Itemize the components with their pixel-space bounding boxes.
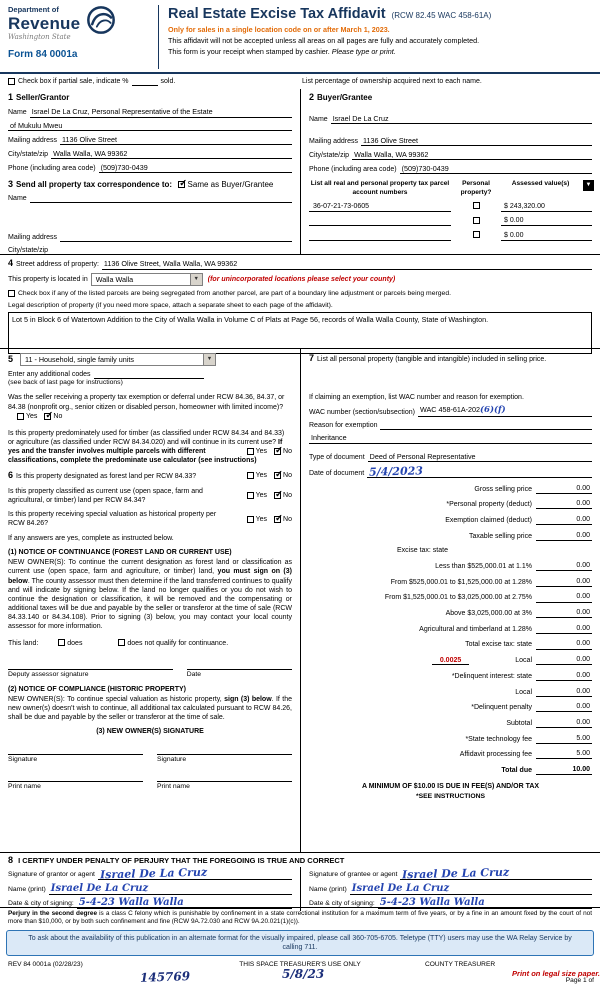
new-owner-signature-field[interactable] <box>157 745 292 755</box>
treasurer-stamp-date: 5/8/23 <box>282 967 325 981</box>
tax-line-exemption: Exemption claimed (deduct) 0.00 <box>445 515 590 524</box>
question-current-use: Is this property classified as current use (open space, farm and agricultural, or timber) land per RCW 84.34? Yes ✓ No <box>8 487 292 505</box>
correspondence-mailing-field[interactable] <box>60 233 292 242</box>
chevron-down-icon: ▼ <box>190 274 202 285</box>
correspondence-city-field[interactable] <box>51 246 292 254</box>
page-number: Page 1 of <box>565 977 594 985</box>
seller-mailing-label: Mailing address <box>8 137 58 145</box>
historic-yes-checkbox[interactable] <box>247 516 254 523</box>
document-date-field[interactable]: 5/4/2023 <box>367 466 592 478</box>
correspondence-city-label: City/state/zip <box>8 246 49 254</box>
tax-line-total-due: Total due 10.00 <box>501 765 590 774</box>
new-owner-signature-title: (3) NEW OWNER(S) SIGNATURE <box>96 728 204 736</box>
new-owner-print-field[interactable] <box>157 772 292 782</box>
department-of-label: Department of <box>8 5 59 14</box>
buyer-city-label: City/state/zip <box>309 152 350 160</box>
sold-label: sold. <box>160 77 176 85</box>
technology-fee-field[interactable]: 5.00 <box>536 734 592 744</box>
tax-line-tier3: From $1,525,000.01 to $3,025,000.00 at 2.75% 0.00 <box>384 593 590 602</box>
additional-codes-field[interactable] <box>94 370 204 379</box>
notice-compliance-body: NEW OWNER(S): To continue special valuation as historic property, sign (3) below. If the new owner(s) doesn't wish to continue, all additional tax calculated pursuant to RCW 84.26, shall be due and payable by the seller or transferor at the time of sale. <box>8 696 292 722</box>
buyer-phone-label: Phone (including area code) <box>309 166 397 174</box>
taxable-selling-price-field[interactable]: 0.00 <box>536 531 592 541</box>
excise-tax-state-header: Excise tax: state <box>397 547 448 555</box>
see-back-note: (see back of last page for instructions) <box>8 378 123 386</box>
exemption-intro: If claiming an exemption, list WAC number and reason for exemption. <box>309 393 524 401</box>
county-select[interactable]: Walla Walla ▼ <box>91 273 203 286</box>
property-location-section <box>0 254 600 349</box>
rcw-reference: (RCW 82.45 WAC 458-61A) <box>391 11 492 20</box>
rev-number: REV 84 0001a (02/28/23) <box>8 961 83 968</box>
tax-line-processing-fee: Affidavit processing fee 5.00 <box>459 750 590 759</box>
legal-description-field[interactable]: Lot 5 in Block 6 of Watertown Addition to the City of Walla Walla in Volume C of Plats at Page 56, records of Walla Walla County, State of Washington. <box>8 312 592 354</box>
exemption-yes-no: Yes ✓ No <box>12 412 62 421</box>
grantor-signature-field[interactable]: Israel De La Cruz <box>98 868 292 880</box>
form-number: Form 84 0001a <box>8 48 78 60</box>
agricultural-field[interactable]: 0.00 <box>536 624 592 634</box>
section7-number: 7 <box>309 353 315 363</box>
washington-state-label: Washington State <box>8 32 71 41</box>
local-tax-field[interactable]: 0.00 <box>536 655 592 665</box>
does-not-qualify-checkbox[interactable] <box>118 639 125 646</box>
seller-name-label: Name <box>8 109 27 117</box>
this-land-label: This land: <box>8 640 39 648</box>
deputy-date-field[interactable] <box>187 660 292 670</box>
timber-yes-no: Yes ✓ No <box>242 447 292 456</box>
tax-line-gross: Gross selling price 0.00 <box>474 484 590 493</box>
land-qualify-row: This land: does does not qualify for continuance. <box>8 640 229 648</box>
processing-fee-field[interactable]: 5.00 <box>536 749 592 759</box>
chevron-down-icon: ▼ <box>203 354 215 365</box>
exemption-no-checkbox[interactable] <box>44 413 51 420</box>
parcel-row <box>309 216 592 226</box>
partial-sale-label: Check box if partial sale, indicate % <box>18 77 129 85</box>
correspondence-intro: Send all property tax correspondence to: <box>16 179 173 189</box>
segregated-checkbox[interactable] <box>8 290 15 297</box>
parcel-number-field[interactable]: 36-07-21-73-0605 <box>309 202 451 212</box>
parcel-row <box>309 231 592 241</box>
parcel-row <box>309 202 592 212</box>
print-legal-size-note: Print on legal size paper. <box>512 969 600 978</box>
use-and-designation-column <box>0 349 300 852</box>
correspondence-name-field[interactable] <box>30 194 292 203</box>
grantee-print-field[interactable]: Israel De La Cruz <box>350 884 592 895</box>
see-instructions-note: *SEE INSTRUCTIONS <box>415 793 486 801</box>
revenue-wordmark: Revenue <box>8 13 81 33</box>
receipt-notice: This form is your receipt when stamped by cashier. Please type or print. <box>168 47 396 57</box>
section8-number: 8 <box>8 855 14 865</box>
correspondence-mailing-label: Mailing address <box>8 234 58 242</box>
tax-line-tier1: Less than $525,000.01 at 1.1% 0.00 <box>435 562 590 571</box>
tax-line-taxable: Taxable selling price 0.00 <box>468 531 590 540</box>
forest-yes-checkbox[interactable] <box>247 472 254 479</box>
total-due-field[interactable]: 10.00 <box>536 765 592 775</box>
document-type-label: Type of document <box>309 454 365 462</box>
ownership-note: List percentage of ownership acquired next to each name. <box>302 77 482 85</box>
tax-line-agricultural: Agricultural and timberland at 1.28% 0.00 <box>419 624 590 633</box>
same-as-buyer-checkbox[interactable] <box>178 181 185 188</box>
segregated-label: Check box if any of the listed parcels are being segregated from another parcel, are part of a boundary line adjustment or parcels being merged. <box>18 289 451 297</box>
forest-yes-no: Yes ✓ No <box>242 470 292 482</box>
partial-sale-checkbox[interactable] <box>8 78 15 85</box>
tax-line-delinquent-interest: *Delinquent interest: state 0.00 <box>451 671 590 680</box>
section3-number: 3 <box>8 178 14 189</box>
tier3-field[interactable]: 0.00 <box>536 592 592 602</box>
new-owner-signature-field[interactable] <box>8 745 143 755</box>
reason-exemption-label: Reason for exemption <box>309 421 378 429</box>
section4-number: 4 <box>8 258 14 268</box>
current-use-yes-checkbox[interactable] <box>247 492 254 499</box>
form-footer <box>0 957 600 988</box>
grantor-signature-label: Signature of grantor or agent <box>8 871 95 879</box>
personal-property-column-header: Personal property? <box>460 180 492 196</box>
gross-selling-price-field[interactable]: 0.00 <box>536 484 592 494</box>
timber-yes-checkbox[interactable] <box>247 448 254 455</box>
notice-continuance-title: (1) NOTICE OF CONTINUANCE (FOREST LAND OR CURRENT USE) <box>8 549 232 557</box>
personal-property-checkbox[interactable] <box>473 231 480 238</box>
street-address-field[interactable]: 1136 Olive Street, Walla Walla, WA 99362 <box>102 259 592 269</box>
buyer-name-field[interactable]: Israel De La Cruz <box>331 114 592 124</box>
personal-property-intro: 7 List all personal property (tangible and intangible) included in selling price. <box>309 353 547 363</box>
tax-line-subtotal: Subtotal 0.00 <box>506 718 590 727</box>
seller-city-label: City/state/zip <box>8 151 49 159</box>
tier4-field[interactable]: 0.00 <box>536 608 592 618</box>
personal-property-checkbox[interactable] <box>473 217 480 224</box>
tax-line-tier2: From $525,000.01 to $1,525,000.00 at 1.28% 0.00 <box>390 577 590 586</box>
section6-number: 6 <box>8 470 14 481</box>
question-forest-land: 6 Is this property designated as forest land per RCW 84.33? Yes ✓ No <box>8 470 292 482</box>
minimum-due-note: A MINIMUM OF $10.00 IS DUE IN FEE(S) AND/OR TAX <box>361 783 540 791</box>
deputy-signature-label: Deputy assessor signature <box>8 671 89 679</box>
perjury-notice: Perjury in the second degree is a class C felony which is punishable by confinement in a state correctional institution for a maximum term of five years, or by a fine in an amount fixed by the court of not more than $10,000, or by both such confinement and fine (RCW 9A.72.030 and RCW 9A.20.021(1)(c)). <box>8 910 592 925</box>
delinquent-interest-state-field[interactable]: 0.00 <box>536 671 592 681</box>
does-qualify-checkbox[interactable] <box>58 639 65 646</box>
certify-statement: I CERTIFY UNDER PENALTY OF PERJURY THAT THE FOREGOING IS TRUE AND CORRECT <box>18 856 345 865</box>
page-title: Real Estate Excise Tax Affidavit <box>168 6 386 22</box>
assessed-value-field[interactable]: $ 0.00 <box>501 231 592 241</box>
section2-number: 2 <box>309 92 315 102</box>
grantee-signature-label: Signature of grantee or agent <box>309 871 398 879</box>
wac-number-field[interactable]: WAC 458-61A-202(6)(f) <box>418 405 592 417</box>
table-dropdown-button[interactable]: ▼ <box>583 180 594 191</box>
parcel-number-field[interactable] <box>309 232 451 242</box>
tax-line-tier4: Above $3,025,000.00 at 3% 0.00 <box>445 609 590 618</box>
buyer-phone-field[interactable]: (509)730-0439 <box>400 164 592 174</box>
tier2-field[interactable]: 0.00 <box>536 577 592 587</box>
tax-section <box>300 349 600 852</box>
timber-no-checkbox[interactable] <box>274 448 281 455</box>
single-location-notice: Only for sales in a single location code on or after March 1, 2023. <box>168 25 390 35</box>
deputy-date-label: Date <box>186 671 202 679</box>
local-rate-value[interactable]: 0.0025 <box>432 657 469 665</box>
grantor-print-label: Name (print) <box>8 885 46 893</box>
wac-number-label: WAC number (section/subsection) <box>309 409 415 417</box>
new-owner-signature-row: Signature Signature <box>8 745 292 765</box>
acceptance-notice: This affidavit will not be accepted unless all areas on all pages are fully and accurately completed. <box>168 36 480 46</box>
parcel-number-field[interactable] <box>309 217 451 227</box>
seller-phone-field[interactable]: (509)730-0439 <box>99 163 292 173</box>
grantor-date-city-field[interactable]: 5-4-23 Walla Walla <box>77 898 292 909</box>
parcel-column-header: List all real and personal property tax parcel account numbers <box>310 180 450 196</box>
deputy-signature-field[interactable] <box>8 660 173 670</box>
unincorporated-note: (for unincorporated locations please select your county) <box>207 275 396 283</box>
new-owner-print-field[interactable] <box>8 772 143 782</box>
assessed-value-field[interactable]: $ 243,320.00 <box>501 202 592 212</box>
question-historic: Is this property receiving special valuation as historical property per RCW 84.26? Yes ✓ No <box>8 510 292 528</box>
tax-line-delinquent-local: Local 0.00 <box>515 687 590 696</box>
grantee-print-label: Name (print) <box>309 885 347 893</box>
buyer-name-label: Name <box>309 115 328 123</box>
correspondence-section <box>8 179 292 191</box>
section2-title: Buyer/Grantee <box>317 93 373 102</box>
seller-grantor-section <box>0 89 300 254</box>
legal-description-label: Legal description of property (if you need more space, attach a separate sheet to each page of the affidavit). <box>8 301 333 309</box>
delinquent-penalty-field[interactable]: 0.00 <box>536 702 592 712</box>
document-type-field[interactable]: Deed of Personal Representative <box>368 452 592 462</box>
county-treasurer-label: COUNTY TREASURER <box>425 961 496 968</box>
total-excise-state-field[interactable]: 0.00 <box>536 639 592 649</box>
subtotal-field[interactable]: 0.00 <box>536 718 592 728</box>
notice-continuance-body: NEW OWNER(S): To continue the current designation as forest land or classification as current use (open space, farm and agriculture, or timber) land, you must sign on (3) below. The county assessor must then determine if the land transferred continues to qualify and will indicate by signing below. If the land no longer qualifies or you do not wish to continue the designation or classification, it will be removed and the compensating or additional taxes will be due and payable by the seller or transferor at the time of sale (RCW 84.33.140 or 84.34.108). Prior to signing (3) below, you may contact your local county assessor for more information. <box>8 559 292 631</box>
street-address-label: Street address of property: <box>16 261 99 268</box>
tax-line-technology-fee: *State technology fee 5.00 <box>465 734 590 743</box>
historic-yes-no: Yes ✓ No <box>242 510 292 528</box>
seller-name-field[interactable]: Israel De La Cruz, Personal Representative of the Estate <box>30 107 292 117</box>
seller-city-field[interactable]: Walla Walla, WA 99362 <box>51 149 292 159</box>
grantee-date-city-field[interactable]: 5-4-23 Walla Walla <box>378 898 592 909</box>
current-use-yes-no: Yes ✓ No <box>242 487 292 505</box>
assessed-value-column-header: Assessed value(s) <box>511 180 570 188</box>
tier1-field[interactable]: 0.00 <box>536 561 592 571</box>
treasurer-use-label: THIS SPACE TREASURER'S USE ONLY <box>239 961 361 968</box>
tax-line-total-state: Total excise tax: state 0.00 <box>465 640 590 649</box>
grantor-print-field[interactable]: Israel De La Cruz <box>49 884 292 895</box>
buyer-mailing-label: Mailing address <box>309 138 359 146</box>
exemption-claimed-field[interactable]: 0.00 <box>536 515 592 525</box>
grantee-signature-block <box>300 867 600 911</box>
section5-number: 5 <box>8 353 14 364</box>
new-owner-print-row: Print name Print name <box>8 772 292 792</box>
grantee-signature-field[interactable]: Israel De La Cruz <box>400 868 592 880</box>
partial-percent-field[interactable] <box>132 78 158 86</box>
form-header <box>0 0 600 74</box>
delinquent-interest-local-field[interactable]: 0.00 <box>536 687 592 697</box>
current-use-no-checkbox[interactable] <box>274 492 281 499</box>
located-in-label: This property is located in <box>8 275 88 283</box>
exemption-yes-checkbox[interactable] <box>17 413 24 420</box>
revenue-logo <box>86 5 116 35</box>
seller-mailing-field[interactable]: 1136 Olive Street <box>60 135 292 145</box>
personal-property-deduct-field[interactable]: 0.00 <box>536 499 592 509</box>
if-yes-note: If any answers are yes, complete as instructed below. <box>8 535 174 543</box>
question-timber: Is this property predominately used for timber (as classified under RCW 84.34 and 84.33) or agriculture (as classified under RCW 84.34.020) and will continue in its current use? Yes ✓ No If yes and the transfer involves multiple parcels with different classifications, complete the predominate use calculator (see instructions) <box>8 429 292 465</box>
seller-phone-label: Phone (including area code) <box>8 164 96 172</box>
personal-property-checkbox[interactable] <box>473 202 480 209</box>
treasurer-stamp-number: 145769 <box>139 969 191 985</box>
seller-name-field-line2[interactable]: of Mukulu Mweu <box>8 121 292 131</box>
tax-line-delinquent-penalty: *Delinquent penalty 0.00 <box>471 703 590 712</box>
tax-line-local: 0.0025 Local 0.00 <box>309 655 592 665</box>
buyer-grantee-section <box>300 89 600 254</box>
notice-compliance-title: (2) NOTICE OF COMPLIANCE (HISTORIC PROPERTY) <box>8 686 186 694</box>
forest-no-checkbox[interactable] <box>274 472 281 479</box>
buyer-city-field[interactable]: Walla Walla, WA 99362 <box>352 150 592 160</box>
additional-codes-label: Enter any additional codes <box>8 370 91 378</box>
historic-no-checkbox[interactable] <box>274 516 281 523</box>
question-exemption: Was the seller receiving a property tax exemption or deferral under RCW 84.36, 84.37, or 84.38 (nonprofit org., senior citizen or disabled person, homeowner with limited income)? Yes ✓ No <box>8 393 292 422</box>
correspondence-name-label: Name <box>8 195 27 203</box>
land-use-code-select[interactable]: 11 - Household, single family units ▼ <box>20 353 216 366</box>
tax-line-personal-property: *Personal property (deduct) 0.00 <box>446 500 590 509</box>
accessibility-notice: To ask about the availability of this publication in an alternate format for the visually impaired, please call 360-705-6705. Teletype (TTY) users may use the WA Relay Service by calling 711. <box>6 930 594 956</box>
deputy-assessor-row <box>8 660 292 680</box>
section1-title: Seller/Grantor <box>16 93 70 102</box>
same-as-buyer-label: Same as Buyer/Grantee <box>187 179 274 189</box>
buyer-mailing-field[interactable]: 1136 Olive Street <box>361 136 592 146</box>
reason-exemption-field[interactable] <box>380 421 592 430</box>
assessed-value-field[interactable]: $ 0.00 <box>501 216 592 226</box>
section1-number: 1 <box>8 92 14 102</box>
grantor-date-city-label: Date & city of signing: <box>8 900 74 908</box>
grantor-signature-block <box>0 867 300 911</box>
partial-sale-bar <box>0 74 600 89</box>
parcel-table <box>309 180 592 241</box>
certification-section <box>0 852 600 908</box>
revenue-branding <box>8 5 158 69</box>
document-date-label: Date of document <box>309 469 365 477</box>
grantee-date-city-label: Date & city of signing: <box>309 900 375 908</box>
reason-exemption-value[interactable]: Inheritance <box>309 433 592 443</box>
